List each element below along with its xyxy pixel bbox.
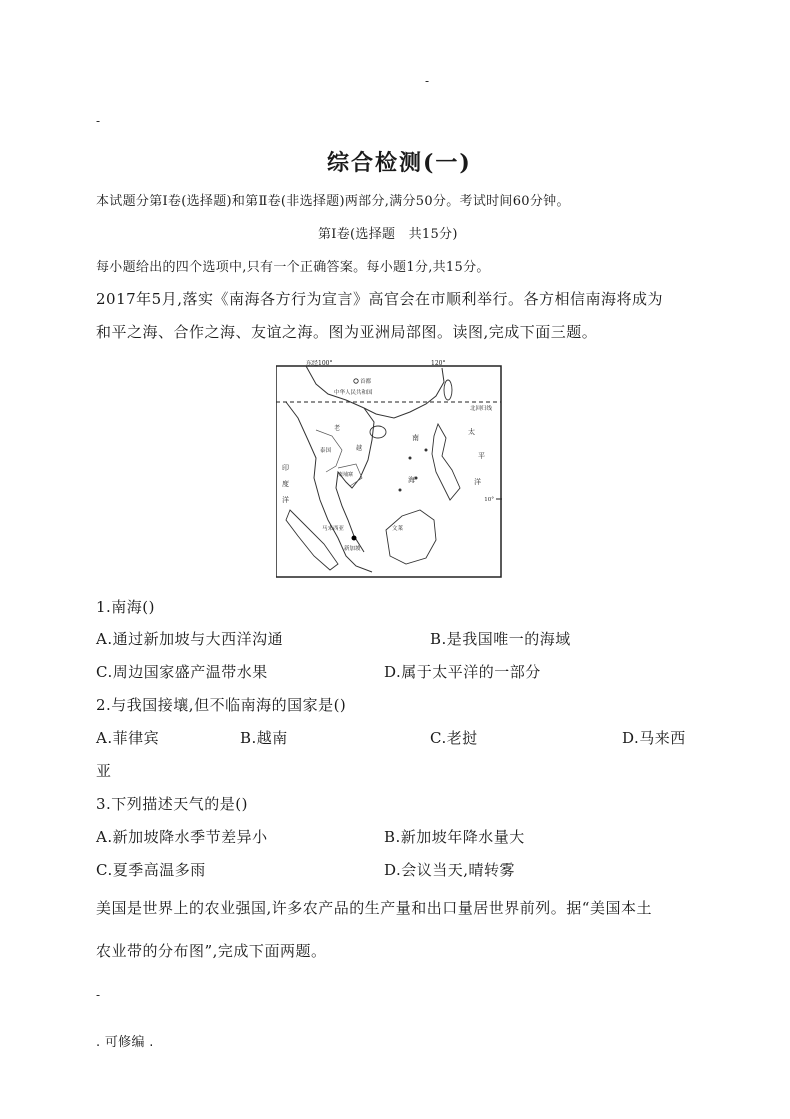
passage2-line1: 美国是世界上的农业强国,许多农产品的生产量和出口量居世界前列。据“美国本土 — [96, 899, 652, 917]
q1-option-a[interactable]: A.通过新加坡与大西洋沟通 — [96, 630, 284, 648]
cambodia-label: 柬埔寨 — [338, 472, 354, 478]
q3-option-b[interactable]: B.新加坡年降水量大 — [384, 828, 525, 846]
pacific-label-3: 洋 — [474, 478, 481, 486]
section-title: 第Ⅰ卷(选择题 共15分) — [318, 227, 458, 242]
footer-mark: - — [96, 988, 101, 1002]
sea-label-2: 海 — [408, 476, 415, 484]
q1-stem: 1.南海() — [96, 598, 156, 616]
malaysia-label: 马来西亚 — [322, 526, 345, 532]
indian-label-2: 度 — [282, 480, 289, 488]
q2-option-a[interactable]: A.菲律宾 — [96, 729, 160, 747]
island-dot — [399, 489, 402, 492]
brunei-label: 文莱 — [392, 526, 404, 532]
passage1-line1: 2017年5月,落实《南海各方行为宣言》高官会在市顺利举行。各方相信南海将成为 — [96, 290, 663, 308]
q2-option-c[interactable]: C.老挝 — [430, 729, 478, 747]
q2-option-d[interactable]: D.马来西 — [622, 729, 686, 747]
passage1-line2: 和平之海、合作之海、友谊之海。图为亚洲局部图。读图,完成下面三题。 — [96, 323, 598, 341]
indian-label-3: 洋 — [282, 496, 289, 504]
q3-option-c[interactable]: C.夏季高温多雨 — [96, 861, 206, 879]
singapore-marker — [352, 536, 357, 541]
legend-capital-label: 首都 — [360, 379, 372, 385]
island-dot — [409, 457, 412, 460]
passage2-line2: 农业带的分布图”,完成下面两题。 — [96, 942, 327, 960]
q3-option-d[interactable]: D.会议当天,晴转雾 — [384, 861, 516, 879]
asia-map-figure — [276, 360, 502, 578]
pacific-label-2: 平 — [478, 452, 485, 460]
indian-label-1: 印 — [282, 464, 289, 472]
page-title: 综合检测(一) — [327, 150, 472, 176]
header-mark: - — [425, 74, 430, 88]
q3-stem: 3.下列描述天气的是() — [96, 795, 249, 813]
china-label: 中华人民共和国 — [334, 390, 373, 396]
q2-stem: 2.与我国接壤,但不临南海的国家是() — [96, 696, 347, 714]
intro-text: 本试题分第Ⅰ卷(选择题)和第Ⅱ卷(非选择题)两部分,满分50分。考试时间60分钟。 — [96, 194, 570, 209]
instructions-text: 每小题给出的四个选项中,只有一个正确答案。每小题1分,共15分。 — [96, 260, 490, 275]
q1-option-c[interactable]: C.周边国家盛产温带水果 — [96, 663, 268, 681]
lat-10-label: 10° — [484, 497, 494, 503]
laos-label: 老 — [334, 425, 341, 432]
lon-100-label: 东经100° — [306, 360, 333, 367]
q1-option-b[interactable]: B.是我国唯一的海域 — [430, 630, 571, 648]
q3-option-a[interactable]: A.新加坡降水季节差异小 — [96, 828, 268, 846]
pacific-label-1: 太 — [468, 428, 475, 436]
q2-option-b[interactable]: B.越南 — [240, 729, 288, 747]
left-mark: - — [96, 114, 101, 128]
lon-120-label: 120° — [431, 360, 446, 367]
map-svg — [276, 360, 502, 578]
vietnam-label: 越 — [356, 445, 363, 452]
q1-option-d[interactable]: D.属于太平洋的一部分 — [384, 663, 541, 681]
footer-text: . 可修编 . — [96, 1035, 154, 1050]
sea-label-1: 南 — [412, 434, 419, 442]
q2-option-d-continued: 亚 — [96, 762, 112, 780]
singapore-label: 新加坡 — [344, 546, 361, 552]
tropic-label: 北回归线 — [470, 406, 493, 412]
island-dot — [425, 449, 428, 452]
thailand-label: 泰国 — [320, 448, 332, 454]
